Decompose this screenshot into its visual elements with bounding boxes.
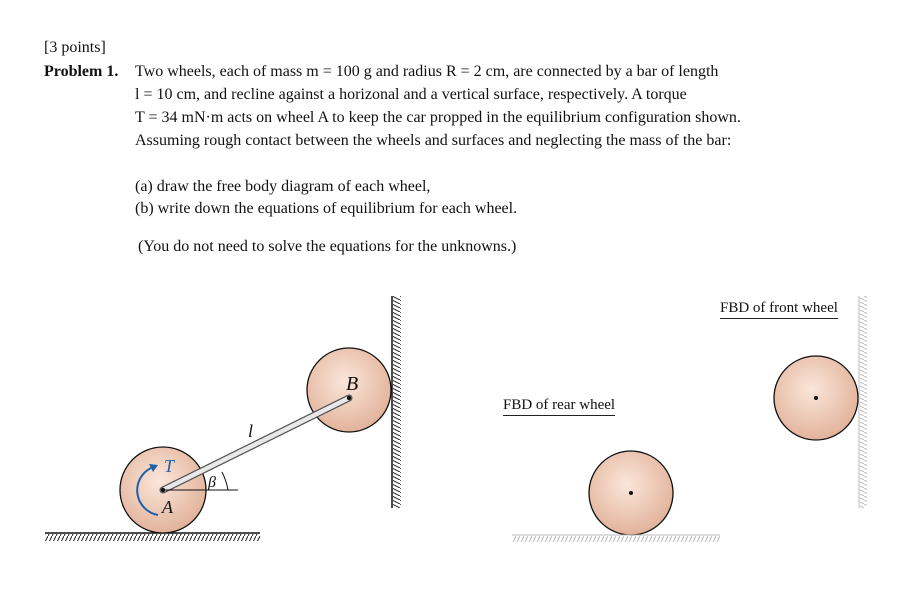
wall-surface <box>392 296 401 508</box>
fbd-rear-wheel <box>512 451 720 542</box>
label-torque: T <box>164 456 175 476</box>
fbd-front-wheel <box>774 296 867 508</box>
label-b: B <box>346 373 359 395</box>
label-angle: β <box>208 474 216 491</box>
points-label: [3 points] <box>44 39 106 56</box>
problem-label: Problem 1. <box>44 63 119 80</box>
problem-line-1: Two wheels, each of mass m = 100 g and radius R = 2 cm, are connected by a bar of length <box>135 63 719 80</box>
ground-surface <box>45 533 260 541</box>
problem-line-2: l = 10 cm, and recline against a horizonal and a vertical surface, respectively. A torque <box>135 86 687 103</box>
problem-line-3: T = 34 mN·m acts on wheel A to keep the car propped in the equilibrium configuration shown. <box>135 109 741 126</box>
fbd-front-label: FBD of front wheel <box>720 299 838 319</box>
connecting-bar <box>161 396 351 492</box>
problem-line-4: Assuming rough contact between the wheels and surfaces and neglecting the mass of the bar: <box>135 132 732 149</box>
part-b: (b) write down the equations of equilibrium for each wheel. <box>135 200 518 217</box>
part-a: (a) draw the free body diagram of each wheel, <box>135 178 431 195</box>
note: (You do not need to solve the equations for the unknowns.) <box>138 238 517 255</box>
label-bar-length: l <box>248 421 254 441</box>
fbd-rear-label: FBD of rear wheel <box>503 396 615 416</box>
label-a: A <box>162 497 173 517</box>
